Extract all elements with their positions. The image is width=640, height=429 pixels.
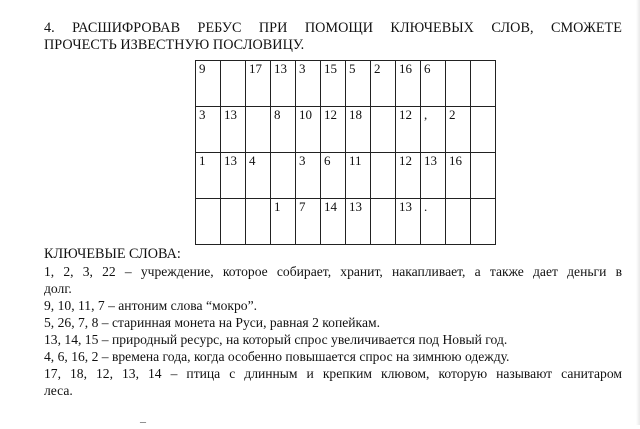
grid-cell-value: 15: [324, 61, 337, 76]
keyword-line: 13, 14, 15 – природный ресурс, на который спрос увеличивается под Новый год.: [44, 332, 508, 347]
grid-cell-value: 2: [374, 61, 381, 76]
grid-cell: [371, 199, 396, 245]
grid-cell-value: 12: [399, 153, 412, 168]
grid-row: [196, 153, 496, 199]
grid-cell: [296, 61, 321, 107]
keyword-line: 4, 6, 16, 2 – времена года, когда особенно повышается спрос на зимнюю одежду.: [44, 349, 510, 364]
grid-cell: [221, 199, 246, 245]
grid-cell: [246, 61, 271, 107]
grid-cell-value: ,: [424, 107, 428, 122]
grid-cell: [271, 107, 296, 153]
grid-cell-value: 12: [324, 107, 337, 122]
grid-cell: [271, 153, 296, 199]
keywords-title: КЛЮЧЕВЫЕ СЛОВА:: [44, 246, 181, 262]
grid-cell-value: 1: [274, 199, 281, 214]
keyword-line: 1, 2, 3, 22 – учреждение, которое собирает, хранит, накапливает, а также дает деньги в: [44, 264, 622, 279]
grid-cell: [246, 107, 271, 153]
grid-cell: [346, 199, 371, 245]
grid-cell-value: 13: [274, 61, 287, 76]
grid-cell-value: 13: [399, 199, 412, 214]
grid-cell-value: 8: [274, 107, 281, 122]
grid-cell-value: 12: [399, 107, 412, 122]
grid-cell-value: 3: [299, 61, 306, 76]
grid-cell: [396, 199, 421, 245]
grid-cell: [296, 153, 321, 199]
grid-cell: [196, 107, 221, 153]
grid-cell-value: 18: [349, 107, 362, 122]
grid-cell: [421, 153, 446, 199]
grid-cell-value: 10: [299, 107, 312, 122]
grid-cell-value: 16: [399, 61, 412, 76]
grid-cell-value: 13: [224, 153, 237, 168]
grid-cell: [221, 107, 246, 153]
grid-cell: [196, 153, 221, 199]
grid-cell-value: 17: [249, 61, 262, 76]
grid-row: [196, 61, 496, 107]
task-heading: [44, 20, 622, 54]
rebus-grid: [195, 60, 496, 245]
grid-cell: [246, 153, 271, 199]
grid-cell-value: 6: [324, 153, 331, 168]
grid-cell: [371, 153, 396, 199]
grid-cell: [246, 199, 271, 245]
grid-cell: [346, 61, 371, 107]
task-heading-line-1: 4. РАСШИФРОВАВ РЕБУС ПРИ ПОМОЩИ КЛЮЧЕВЫХ СЛОВ, СМОЖЕТЕ: [44, 20, 622, 36]
grid-cell: [321, 61, 346, 107]
grid-cell-value: .: [424, 199, 428, 214]
grid-cell-value: 3: [299, 153, 306, 168]
page-edge-shadow: [636, 0, 640, 425]
grid-cell: [321, 107, 346, 153]
grid-cell-value: 13: [349, 199, 362, 214]
grid-cell: [396, 153, 421, 199]
grid-cell: [471, 199, 496, 245]
grid-cell: [421, 107, 446, 153]
grid-cell: [296, 107, 321, 153]
grid-cell: [471, 61, 496, 107]
keyword-line: 9, 10, 11, 7 – антоним слова “мокро”.: [44, 298, 258, 313]
grid-cell: [196, 61, 221, 107]
grid-cell: [271, 61, 296, 107]
grid-cell-value: 7: [299, 199, 306, 214]
grid-cell: [221, 153, 246, 199]
grid-row: [196, 107, 496, 153]
grid-cell: [446, 107, 471, 153]
grid-cell: [446, 199, 471, 245]
grid-cell-value: 13: [224, 107, 237, 122]
grid-row: [196, 199, 496, 245]
grid-cell: [346, 153, 371, 199]
grid-cell: [421, 61, 446, 107]
grid-cell: [321, 153, 346, 199]
grid-cell-value: 16: [449, 153, 462, 168]
task-heading-line-2: ПРОЧЕСТЬ ИЗВЕСТНУЮ ПОСЛОВИЦУ.: [44, 37, 305, 53]
grid-cell-value: 3: [199, 107, 206, 122]
grid-cell-value: 11: [349, 153, 362, 168]
grid-cell: [271, 199, 296, 245]
grid-cell: [446, 61, 471, 107]
grid-cell-value: 9: [199, 61, 206, 76]
keyword-line: 5, 26, 7, 8 – старинная монета на Руси, равная 2 копейкам.: [44, 315, 380, 330]
grid-cell: [221, 61, 246, 107]
keywords-block: [44, 246, 622, 399]
grid-cell: [196, 199, 221, 245]
grid-cell-value: 4: [249, 153, 256, 168]
grid-cell-value: 14: [324, 199, 337, 214]
grid-cell-value: 5: [349, 61, 356, 76]
grid-cell: [396, 61, 421, 107]
grid-cell: [471, 153, 496, 199]
grid-cell: [396, 107, 421, 153]
grid-cell: [421, 199, 446, 245]
grid-cell-value: 1: [199, 153, 206, 168]
grid-cell: [446, 153, 471, 199]
keyword-line: 17, 18, 12, 13, 14 – птица с длинным и крепким клювом, которую называют санитаром: [44, 366, 622, 381]
grid-cell: [471, 107, 496, 153]
grid-cell: [371, 107, 396, 153]
grid-cell: [321, 199, 346, 245]
grid-cell: [346, 107, 371, 153]
grid-cell-value: 6: [424, 61, 431, 76]
grid-cell: [296, 199, 321, 245]
grid-cell-value: 2: [449, 107, 456, 122]
keyword-line: леса.: [44, 383, 73, 398]
grid-cell: [371, 61, 396, 107]
grid-cell-value: 13: [424, 153, 437, 168]
keyword-line: долг.: [44, 281, 72, 296]
page-footer-mark: –: [140, 414, 146, 428]
